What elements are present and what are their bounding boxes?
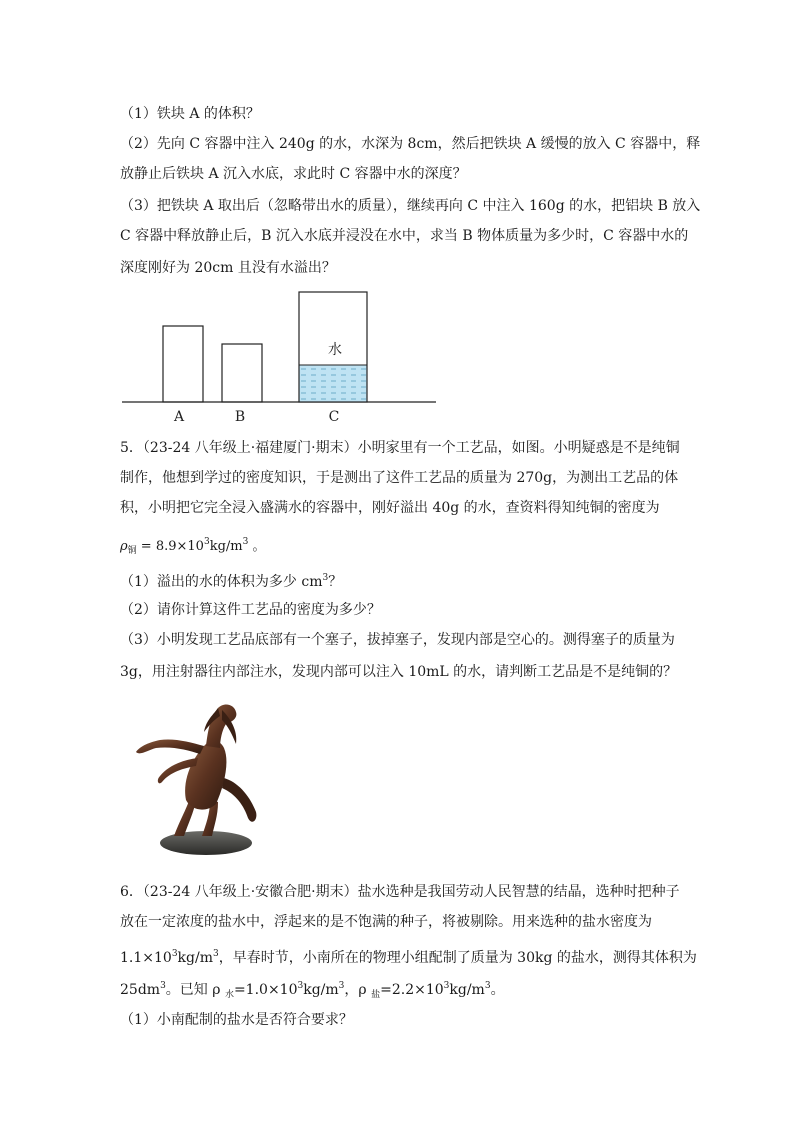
- p6-l3-exp1: 3: [171, 949, 178, 959]
- p6-l4-exp1: 3: [160, 981, 166, 991]
- p6-l4-f: =2.2×10: [380, 982, 444, 998]
- p6-line-2: 放在一定浓度的盐水中，浮起来的是不饱满的种子，将被剔除。用来选种的盐水密度为: [120, 914, 652, 930]
- p6-l3-a: 1.1×10: [120, 950, 172, 966]
- p5-question-3-line-2: 3g，用注射器往内部注水，发现内部可以注入 10mL 的水，请判断工艺品是不是纯铜的？: [120, 664, 678, 680]
- p6-l3-c: ，早春时节，小南所在的物理小组配制了质量为 30kg 的盐水，测得其体积为: [218, 950, 697, 966]
- p6-l4-exp2: 3: [297, 981, 304, 991]
- p5-q1-text: （1）溢出的水的体积为多少 cm: [120, 574, 323, 590]
- p6-l4-b: 。已知 ρ: [165, 982, 225, 998]
- p6-line-1: 6．（23-24 八年级上·安徽合肥·期末）盐水选种是我国劳动人民智慧的结晶，选种时把种子: [120, 884, 680, 900]
- p6-l4-d: kg/m: [303, 982, 339, 998]
- p6-l4-c: =1.0×10: [233, 982, 298, 998]
- p4-question-3-line-3: 深度刚好为 20cm 且没有水溢出？: [120, 260, 336, 276]
- label-a: A: [173, 409, 185, 425]
- block-b: [222, 344, 262, 402]
- p5-question-2: （2）请你计算这件工艺品的密度为多少？: [120, 602, 381, 618]
- front-leg-upper: [136, 739, 204, 754]
- label-b: B: [234, 409, 246, 425]
- p5-q1-exponent: 3: [322, 573, 329, 583]
- p6-l4-exp3: 3: [338, 981, 345, 991]
- p4-question-2-line-2: 放静止后铁块 A 沉入水底，求此时 C 容器中水的深度？: [120, 166, 467, 182]
- rho-exponent: 3: [203, 537, 210, 547]
- p4-question-3-line-2: C 容器中释放静止后，B 沉入水底并浸没在水中，求当 B 物体质量为多少时，C 容器中水的: [120, 228, 689, 244]
- p6-line-4: [120, 976, 505, 1005]
- p6-question-1: （1）小南配制的盐水是否符合要求？: [120, 1012, 353, 1028]
- horse-tail: [222, 778, 256, 822]
- p5-question-1: [120, 568, 342, 592]
- p5-line-2: 制作，他想到学过的密度知识，于是测出了这件工艺品的质量为 270g，为测出工艺品的体: [120, 470, 679, 486]
- p6-l4-exp4: 3: [443, 981, 450, 991]
- block-a: [163, 326, 203, 402]
- p6-l4-g: kg/m: [449, 982, 485, 998]
- copper-density-formula: [120, 532, 265, 561]
- p6-line-3: [120, 944, 697, 968]
- rho-unit: kg/m: [209, 539, 243, 554]
- p5-question-3-line-1: （3）小明发现工艺品底部有一个塞子，拔掉塞子，发现内部是空心的。测得塞子的质量为: [120, 632, 675, 648]
- p6-l3-b: kg/m: [177, 950, 213, 966]
- p4-question-1: （1）铁块 A 的体积？: [120, 106, 260, 122]
- bronze-horse-statue-image: [126, 700, 276, 860]
- p6-l4-sub-salt: 盐: [371, 990, 381, 1000]
- p6-l3-exp2: 3: [212, 949, 219, 959]
- p6-l4-h: 。: [490, 982, 505, 998]
- p5-line-1: 5．（23-24 八年级上·福建厦门·期末）小明家里有一个工艺品，如图。小明疑惑是不是纯铜: [120, 440, 680, 456]
- rho-value: = 8.9×10: [136, 539, 204, 554]
- label-c: C: [328, 409, 340, 425]
- p6-l4-sub-water: 水: [224, 990, 234, 1000]
- water-label: 水: [328, 342, 342, 358]
- p5-line-3: 积，小明把它完全浸入盛满水的容器中，刚好溢出 40g 的水，查资料得知纯铜的密度为: [120, 500, 660, 516]
- p5-q1-end: ？: [328, 574, 343, 590]
- blocks-container-figure: [0, 0, 794, 440]
- rho-subscript: 铜: [127, 546, 137, 556]
- p6-l4-a: 25dm: [120, 982, 161, 998]
- rho-symbol: ρ: [120, 539, 128, 554]
- water-texture: [299, 365, 367, 402]
- rho-end: 。: [248, 539, 266, 554]
- p4-question-2-line-1: （2）先向 C 容器中注入 240g 的水，水深为 8cm，然后把铁块 A 缓慢的放入 C 容器中，释: [120, 136, 701, 152]
- rho-unit-exponent: 3: [242, 537, 249, 547]
- p6-l4-e: ，ρ: [344, 982, 372, 998]
- p4-question-3-line-1: （3）把铁块 A 取出后（忽略带出水的质量），继续再向 C 中注入 160g 的水，把铝块 B 放入: [120, 198, 701, 214]
- p6-l4-exp5: 3: [484, 981, 491, 991]
